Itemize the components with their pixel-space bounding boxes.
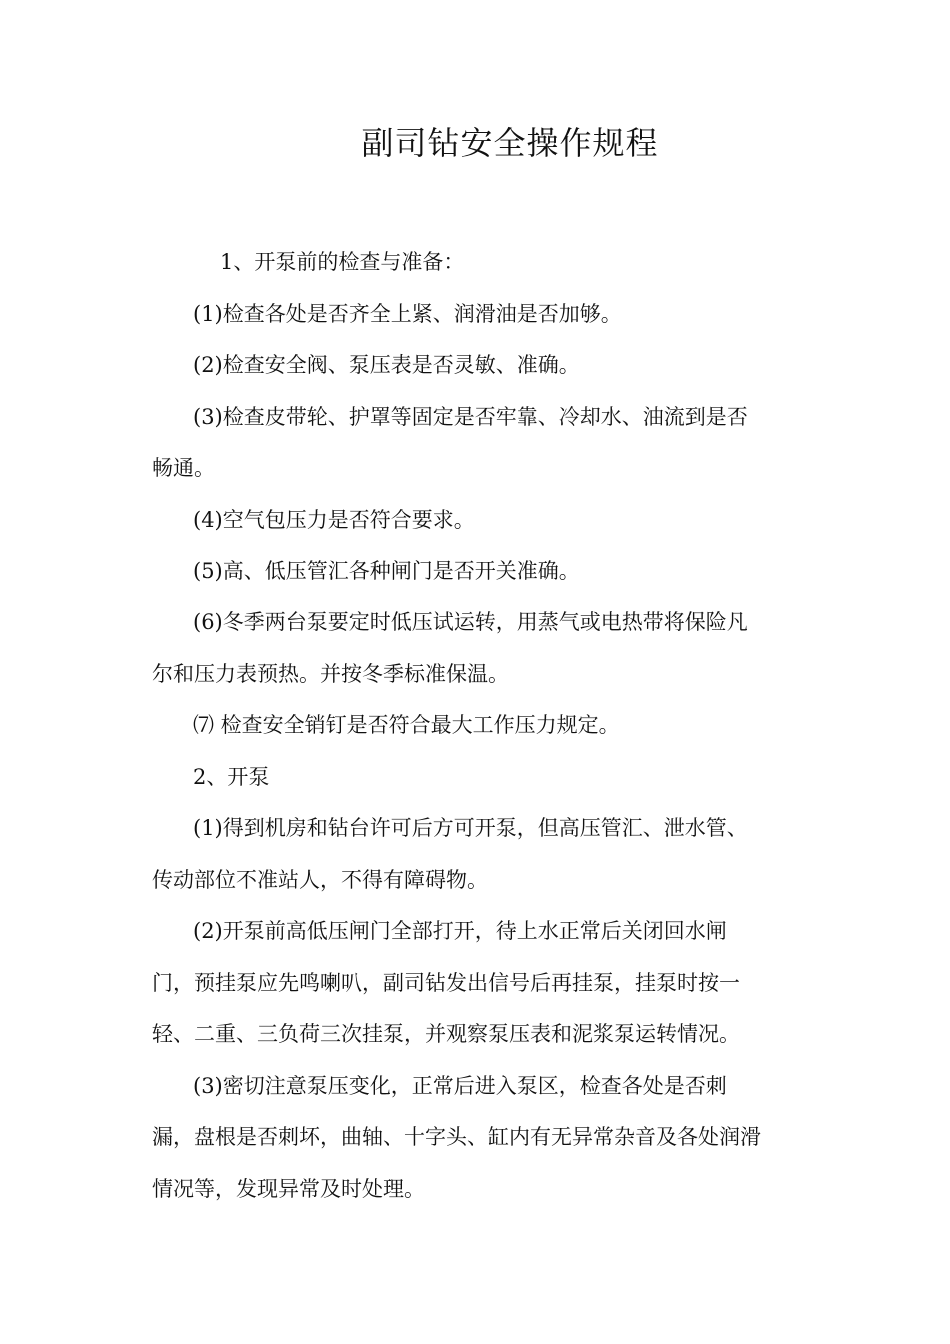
paragraph-line: (1)得到机房和钻台许可后方可开泵，但高压管汇、泄水管、 xyxy=(193,816,748,840)
paragraph-line: (2)检查安全阀、泵压表是否灵敏、准确。 xyxy=(193,353,580,377)
paragraph-line: 门，预挂泵应先鸣喇叭，副司钻发出信号后再挂泵，挂泵时按一 xyxy=(152,971,740,995)
section-heading-pre-start: 1、开泵前的检查与准备： xyxy=(220,250,465,274)
paragraph-line: 情况等，发现异常及时处理。 xyxy=(152,1177,425,1201)
document-title: 副司钻安全操作规程 xyxy=(361,124,659,162)
paragraph-line: 漏，盘根是否刺坏，曲轴、十字头、缸内有无异常杂音及各处润滑 xyxy=(152,1125,761,1149)
paragraph-line: 尔和压力表预热。并按冬季标准保温。 xyxy=(152,662,509,686)
paragraph-line: (2)开泵前高低压闸门全部打开，待上水正常后关闭回水闸 xyxy=(193,919,727,943)
paragraph-line: 畅通。 xyxy=(152,456,215,480)
paragraph-line: (3)密切注意泵压变化，正常后进入泵区，检查各处是否刺 xyxy=(193,1074,727,1098)
paragraph-line: (3)检查皮带轮、护罩等固定是否牢靠、冷却水、油流到是否 xyxy=(193,405,748,429)
section-heading-start-pump: 2、开泵 xyxy=(193,765,270,789)
paragraph-line: 传动部位不准站人，不得有障碍物。 xyxy=(152,868,488,892)
paragraph-line: (1)检查各处是否齐全上紧、润滑油是否加够。 xyxy=(193,302,622,326)
paragraph-line: (6)冬季两台泵要定时低压试运转，用蒸气或电热带将保险凡 xyxy=(193,610,748,634)
paragraph-line: (5)高、低压管汇各种闸门是否开关准确。 xyxy=(193,559,580,583)
paragraph-line: (4)空气包压力是否符合要求。 xyxy=(193,508,475,532)
paragraph-line: 轻、二重、三负荷三次挂泵，并观察泵压表和泥浆泵运转情况。 xyxy=(152,1022,740,1046)
paragraph-line: ⑺ 检查安全销钉是否符合最大工作压力规定。 xyxy=(193,713,620,737)
